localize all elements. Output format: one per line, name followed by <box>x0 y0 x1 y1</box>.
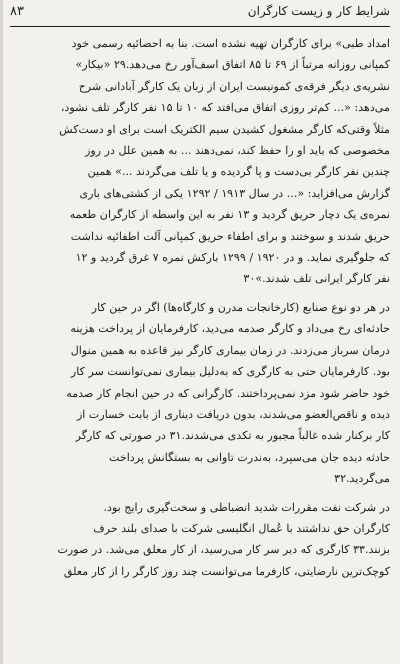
text-line: امداد طبی» برای کارگران تهیه نشده است. بنا به احصائیه رسمی خود <box>71 37 390 50</box>
paragraph-3 <box>10 497 390 583</box>
text-line: گزارش می‌افزاید: «... در سال ۱۹۱۳ / ۱۲۹۲ یکی از کشتی‌های باری <box>79 186 390 200</box>
text-line: کارگران حق نداشتند با عُمال انگلیسی شرکت با صدای بلند حرف <box>93 521 390 535</box>
text-line: مخصوصی که باید او را حفظ کند، نمی‌دهند ... به همین علل در روز <box>85 144 390 158</box>
text-line: بزنند.۳۳ کارگری که دیر سر کار می‌رسید، از کار معلق می‌شد. در صورت <box>57 543 390 557</box>
running-head <box>10 4 390 26</box>
text-line: نشریه‌ی دیگر فرقه‌ی کمونیست ایران از زبان یک کارگر آبادانی شرح <box>78 79 390 93</box>
text-line: مثلاً وقتی‌که کارگر مشغول کشیدن سیم الکتریک است برای او دست‌کش <box>59 122 390 136</box>
text-line: درمان سرباز می‌زدند. در زمان بیماری کارگر نیز قاعده به همین منوال <box>70 343 390 357</box>
paragraph-1 <box>10 33 390 290</box>
text-line: کمپانی روزانه مرتباً از ۶۹ تا ۸۵ اتفاق اسف‌آور رخ می‌دهد.۲۹ «بیکار» <box>75 58 390 72</box>
header-rule <box>10 26 390 27</box>
text-line: در هر دو نوع صنایع (کارخانجات مدرن و کارگاه‌ها) اگر در حین کار <box>91 300 390 314</box>
text-line: بود. کارفرمایان حتی به کارگری که به‌دلیل بیماری نمی‌توانست سر کار <box>70 365 390 379</box>
page-number: ۸۳ <box>10 4 24 19</box>
text-line: که جلوگیری نماید. و در ۱۹۲۰ / ۱۲۹۹ بارکش نمره ۷ غرق گردید و ۱۲ <box>75 251 390 265</box>
text-line: می‌گردید.۳۲ <box>334 472 390 486</box>
page-edge-shadow <box>0 0 3 664</box>
text-line: کار برکنار شده غالباً مجبور به تکدی می‌شدند.۳۱ در صورتی که کارگر <box>75 429 390 443</box>
text-line: حادثه‌ای رخ می‌داد و کارگر صدمه می‌دید، کارفرمایان از پرداخت هزینه <box>70 322 390 336</box>
text-line: کوچک‌ترین نارضایتی، کارفرما می‌توانست چند روز کارگر را از کار معلق <box>63 564 390 578</box>
text-line: نفر کارگر ایرانی تلف شدند.»۳۰ <box>243 272 390 286</box>
running-title: شرایط کار و زیست کارگران <box>247 4 390 18</box>
text-line: حریق شدند و سوختند و برای اطفاء حریق کمپانی آلت اطفائیه نداشت <box>70 229 390 243</box>
paragraph-2 <box>10 297 390 490</box>
text-line: در شرکت نفت مقررات شدید انضباطی و سخت‌گیری رایج بود. <box>103 500 390 514</box>
text-line: چندین نفر کارگر بی‌دست و پا گردیده و یا تلف می‌گردند ...» همین <box>87 165 390 179</box>
text-line: می‌دهد: «... کم‌تر روزی اتفاق می‌افتد که ۱۰ تا ۱۵ نفر کارگر تلف نشود، <box>60 101 390 115</box>
text-line: خود حاضر شود مزد نمی‌پرداختند. کارگرانی که در حین انجام کار صدمه <box>66 386 390 400</box>
text-line: حادثه دیده جان می‌سپرد، به‌ندرت تاوانی به بستگانش پرداخت <box>108 450 390 464</box>
text-line: دیده و ناقص‌العضو می‌شدند، بدون دریافت دیناری از بابت خسارت از <box>76 407 390 421</box>
text-line: نمره‌ی یک دچار حریق گردید و ۱۳ نفر به این واسطه از کارگران طعمه <box>69 208 390 222</box>
body-text <box>10 33 390 582</box>
